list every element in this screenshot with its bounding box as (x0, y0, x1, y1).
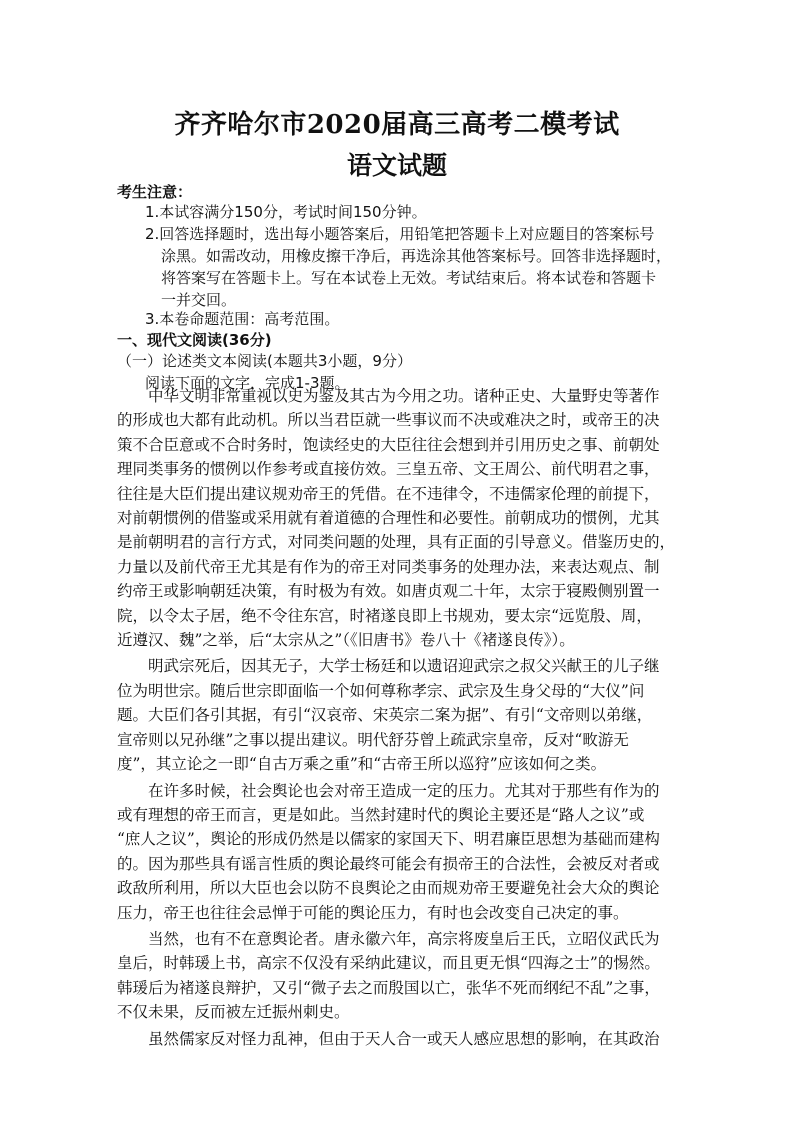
passage-line: 不仅未果，反而被左迁振州刺史。 (117, 1003, 350, 1022)
section-heading: 一、现代文阅读(36分) (117, 331, 272, 349)
notice-heading: 考生注意： (117, 183, 193, 201)
passage-line: 策不合臣意或不合时务时，饱读经史的大臣往往会想到并引用历史之事、前朝处 (117, 435, 660, 454)
passage-paragraph (117, 384, 683, 652)
notice-item-2-line: 2.回答选择题时，选出每小题答案后，用铅笔把答题卡上对应题目的答案标号 (145, 225, 655, 243)
passage-line: 题。大臣们各引其据，有引“汉哀帝、宋英宗二案为据”、有引“文帝则以弟继， (117, 706, 653, 725)
notice-item-2 (145, 223, 685, 311)
subsection-heading: （一）论述类文本阅读(本题共3小题，9分） (117, 352, 412, 370)
passage-paragraph (117, 1027, 683, 1051)
notice-item-2-line: 一并交回。 (161, 291, 237, 309)
passage-line: 明武宗死后，因其无子，大学士杨廷和以遗诏迎武宗之叔父兴献王的儿子继 (148, 657, 660, 676)
passage-line: 在许多时候，社会舆论也会对帝王造成一定的压力。尤其对于那些有作为的 (148, 781, 660, 800)
passage-line: 对前朝惯例的借鉴或采用就有着道德的合理性和必要性。前朝成功的惯例，尤其 (117, 509, 660, 528)
passage-line: 近遵汉、魏”之举，后“太宗从之”（《旧唐书》卷八十《褚遂良传》）。 (117, 631, 575, 650)
passage-line: 中华文明非常重视以史为鉴及其古为今用之功。诸种正史、大量野史等著作 (148, 387, 660, 405)
passage-line: “庶人之议”，舆论的形成仍然是以儒家的家国天下、明君廉臣思想为基础而建构 (117, 830, 660, 849)
passage-paragraph (117, 779, 683, 925)
notice-item-1: 1.本试容满分150分，考试时间150分钟。 (145, 203, 427, 221)
passage-line: 往往是大臣们提出建议规劝帝王的凭借。在不违律令，不违儒家伦理的前提下， (117, 484, 660, 503)
passage-line: 理同类事务的惯例以作参考或直接仿效。三皇五帝、文王周公、前代明君之事， (117, 460, 660, 479)
passage-line: 约帝王或影响朝廷决策，有时极为有效。如唐贞观二十年，太宗于寝殿侧别置一 (117, 582, 660, 601)
passage-line: 力量以及前代帝王尤其是有作为的帝王对同类事务的处理办法，来表达观点、制 (117, 557, 660, 576)
passage-line: 位为明世宗。随后世宗即面临一个如何尊称孝宗、武宗及生身父母的“大仪”问 (117, 681, 645, 700)
passage-line: 压力，帝王也往往会忌惮于可能的舆论压力，有时也会改变自己决定的事。 (117, 903, 629, 922)
passage-line: 皇后，时韩瑗上书，高宗不仅没有采纳此建议，而且更无惧“四海之士”的惕然。 (117, 954, 660, 973)
passage-line: 或有理想的帝王而言，更是如此。当然封建时代的舆论主要还是“路人之议”或 (117, 805, 645, 824)
notice-item-2-line: 涂黑。如需改动，用橡皮擦干净后，再选涂其他答案标号。回答非选择题时， (161, 247, 672, 265)
passage-line: 韩瑗后为褚遂良辩护，又引“微子去之而殷国以亡，张华不死而纲纪不乱”之事， (117, 978, 660, 997)
passage (117, 384, 683, 1053)
passage-line: 的形成也大都有此动机。所以当君臣就一些事议而不决或难决之时，或帝王的决 (117, 411, 660, 430)
passage-line: 的。因为那些具有谣言性质的舆论最终可能会有损帝王的合法性，会被反对者或 (117, 854, 660, 873)
passage-line: 度”，其立论之一即“自古万乘之重”和“古帝王所以巡狩”应该如何之类。 (117, 755, 607, 774)
passage-line: 政敌所利用，所以大臣也会以防不良舆论之由而规劝帝王要避免社会大众的舆论 (117, 879, 660, 898)
passage-line: 是前朝明君的言行方式，对同类问题的处理，具有正面的引导意义。借鉴历史的， (117, 533, 676, 552)
notice-item-3: 3.本卷命题范围：高考范围。 (145, 310, 340, 328)
passage-paragraph (117, 654, 683, 776)
exam-subtitle: 语文试题 (346, 151, 447, 180)
notice-item-2-line: 将答案写在答题卡上。写在本试卷上无效。考试结束后。将本试卷和答题卡 (161, 269, 657, 287)
passage-line: 宣帝则以兄孙继”之事以提出建议。明代舒芬曾上疏武宗皇帝，反对“畋游无 (117, 730, 629, 749)
passage-paragraph (117, 927, 683, 1025)
passage-line: 虽然儒家反对怪力乱神，但由于天人合一或天人感应思想的影响，在其政治 (148, 1029, 660, 1048)
reading-instruction: 阅读下面的文字，完成1-3题。 (145, 374, 350, 392)
exam-title: 齐齐哈尔市2020届高三高考二模考试 (174, 110, 620, 140)
passage-line: 院，以令太子居，绝不令往东宫，时褚遂良即上书规劝，要太宗“远览殷、周， (117, 606, 652, 625)
passage-line: 当然，也有不在意舆论者。唐永徽六年，高宗将废皇后王氏，立昭仪武氏为 (148, 929, 660, 948)
